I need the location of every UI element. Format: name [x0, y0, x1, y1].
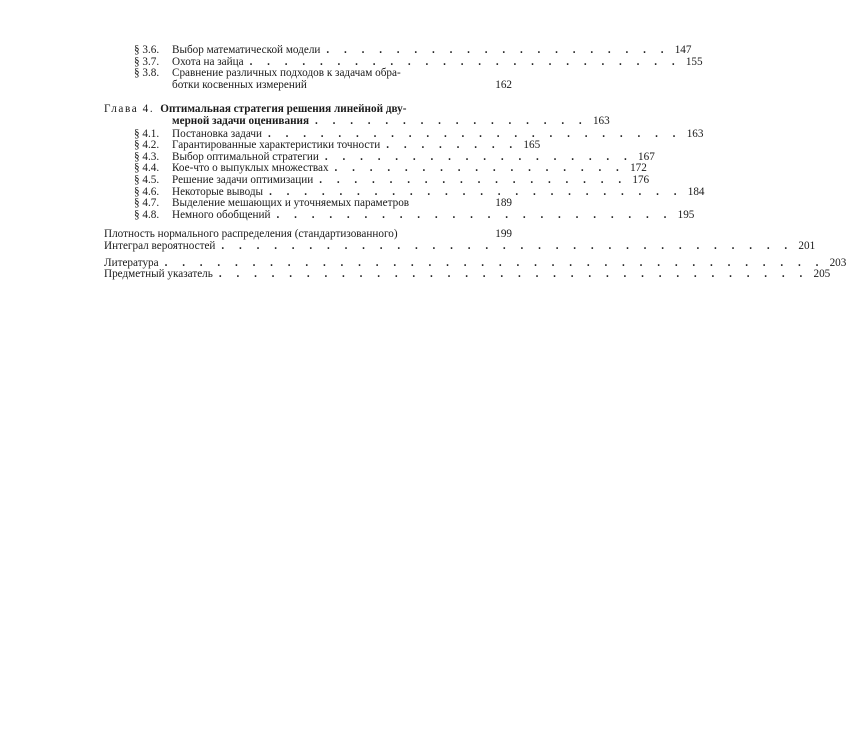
section-title: Решение задачи оптимизации — [172, 173, 314, 186]
section-title: Постановка задачи — [172, 127, 263, 140]
section-number: § 4.3. — [134, 150, 160, 163]
section-title: Гарантированные характеристики точности — [172, 139, 381, 152]
section-title: Выделение мешающих и уточняемых параметров — [172, 197, 410, 210]
page-number: 201 — [798, 239, 816, 252]
appendix-title: Литература — [104, 256, 159, 269]
table-of-contents — [104, 44, 846, 281]
appendix-title: Плотность нормального распределения (стандартизованного) — [104, 228, 398, 241]
section-title: Немного обобщений — [172, 208, 271, 221]
page-number: 155 — [685, 55, 703, 68]
dot-leader: . . . . . . . . . . . . . . . . . . . . . . . . . . . . . . . . . — [221, 239, 794, 252]
page-number: 162 — [495, 78, 512, 91]
toc-entry-index — [104, 268, 831, 281]
page-number: 147 — [674, 44, 692, 56]
chapter-title-line: Оптимальная стратегия решения линейной дву- — [160, 103, 407, 116]
page-number: 176 — [632, 173, 650, 186]
section-number: § 4.6. — [134, 185, 160, 198]
section-title-line: Сравнение различных подходов к задачам обра- — [172, 67, 401, 80]
dot-leader: . . . . . . . . . . . . . . . . . . — [324, 150, 633, 163]
dot-leader: . . . . . . . . . . . . . . . . . . . . . . . . . . . . . . . . . . — [218, 268, 809, 281]
toc-entry-4-2 — [104, 139, 541, 152]
toc-entry-integral — [104, 239, 816, 253]
dot-leader: . . . . . . . . . . . . . . . . . . . . . . . . . — [249, 55, 681, 68]
chapter-label: Глава 4. — [104, 103, 155, 116]
page-number: 163 — [686, 127, 704, 140]
section-number: § 4.2. — [134, 139, 160, 152]
section-number: § 4.1. — [134, 127, 160, 140]
toc-entry-4-7 — [104, 198, 512, 210]
page-number: 167 — [638, 150, 655, 163]
appendix-title: Предметный указатель — [104, 268, 213, 281]
toc-entry-3-6 — [104, 44, 692, 57]
dot-leader: . . . . . . . . . . . . . . . . . — [334, 162, 625, 175]
page-number: 203 — [829, 256, 846, 269]
page-number: 199 — [495, 228, 512, 241]
chapter-title-line: мерной задачи оценивания — [172, 114, 310, 127]
section-title: Выбор оптимальной стратегии — [172, 150, 319, 163]
dot-leader: . . . . . . . . . . . . . . . . . . . . . . . . . . . . . . . . . . . . . . — [164, 256, 825, 269]
toc-entry-3-8 — [104, 68, 512, 91]
page-number: 205 — [813, 268, 831, 281]
dot-leader: . . . . . . . . . . . . . . . . — [315, 114, 588, 127]
appendix-title: Интеграл вероятностей — [104, 239, 216, 252]
section-title: Охота на зайца — [172, 55, 244, 68]
page-number: 195 — [677, 208, 695, 221]
dot-leader: . . . . . . . . . . . . . . . . . . . . . . . . — [269, 185, 683, 198]
page-number: 189 — [495, 197, 512, 210]
section-number: § 3.8. — [134, 67, 160, 80]
section-number: § 4.7. — [134, 197, 160, 210]
section-title: Выбор математической модели — [172, 44, 321, 56]
dot-leader: . . . . . . . . — [386, 139, 519, 152]
page-number: 163 — [592, 114, 610, 127]
toc-chapter-4 — [104, 103, 610, 127]
section-number: § 4.5. — [134, 173, 160, 186]
dot-leader: . . . . . . . . . . . . . . . . . . . . . . . . — [268, 127, 682, 140]
section-title-line: ботки косвенных измерений — [172, 78, 307, 91]
toc-entry-4-8 — [104, 208, 695, 222]
page-number: 184 — [687, 185, 705, 198]
section-number: § 3.6. — [134, 44, 160, 56]
section-number: § 3.7. — [134, 55, 160, 68]
page-number: 172 — [630, 162, 647, 175]
section-title: Кое-что о выпуклых множествах — [172, 162, 329, 175]
section-number: § 4.4. — [134, 162, 160, 175]
section-number: § 4.8. — [134, 208, 160, 221]
section-title: Некоторые выводы — [172, 185, 264, 198]
dot-leader: . . . . . . . . . . . . . . . . . . . . . . . — [276, 208, 673, 221]
dot-leader: . . . . . . . . . . . . . . . . . . . . — [326, 44, 670, 56]
dot-leader: . . . . . . . . . . . . . . . . . . — [319, 173, 628, 186]
page-number: 165 — [523, 139, 541, 152]
toc-entry-4-5 — [104, 173, 650, 187]
